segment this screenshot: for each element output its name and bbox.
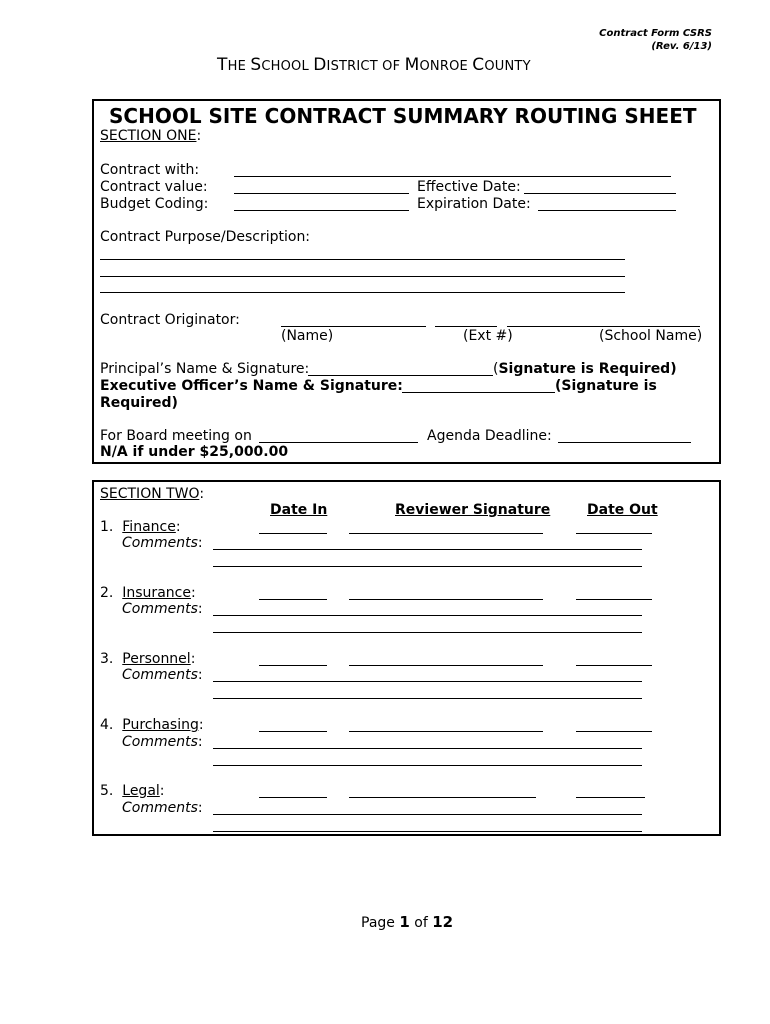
insurance-date-out[interactable] (576, 599, 652, 600)
effective-date-field[interactable] (524, 193, 676, 194)
exec-officer-label: Executive Officer’s Name & Signature: (100, 378, 403, 394)
budget-coding-field[interactable] (234, 210, 409, 211)
insurance-reviewer-signature[interactable] (349, 599, 543, 600)
col-date-out: Date Out (587, 502, 658, 518)
effective-date-label: Effective Date: (417, 179, 521, 195)
personnel-date-in[interactable] (259, 665, 327, 666)
agenda-deadline-field[interactable] (558, 442, 691, 443)
exec-required-note: (Signature is (555, 378, 657, 394)
section-two-label: SECTION TWO: (100, 486, 205, 502)
personnel-comments-line-2[interactable] (213, 698, 642, 699)
col-reviewer-signature: Reviewer Signature (395, 502, 551, 518)
purchasing-comments-line-1[interactable] (213, 748, 642, 749)
exec-required-note-cont: Required) (100, 395, 178, 411)
item-finance-label: 1. Finance: (100, 519, 181, 535)
purpose-line-2[interactable] (100, 276, 625, 277)
purchasing-date-in[interactable] (259, 731, 327, 732)
contract-value-label: Contract value: (100, 179, 208, 195)
originator-label: Contract Originator: (100, 312, 240, 328)
expiration-date-label: Expiration Date: (417, 196, 531, 212)
purchasing-comments-label: Comments: (122, 734, 203, 750)
item-personnel-label: 3. Personnel: (100, 651, 196, 667)
finance-reviewer-signature[interactable] (349, 533, 543, 534)
section-one-box (92, 99, 721, 464)
board-meeting-label: For Board meeting on (100, 428, 252, 444)
purpose-line-1[interactable] (100, 259, 625, 260)
agenda-deadline-label: Agenda Deadline: (427, 428, 552, 444)
expiration-date-field[interactable] (538, 210, 676, 211)
legal-comments-label: Comments: (122, 800, 203, 816)
contract-with-label: Contract with: (100, 162, 200, 178)
district-name: THE SCHOOL DISTRICT OF MONROE COUNTY (217, 55, 531, 75)
purpose-line-3[interactable] (100, 292, 625, 293)
exec-officer-signature-field[interactable] (402, 392, 555, 393)
item-insurance-label: 2. Insurance: (100, 585, 196, 601)
purchasing-reviewer-signature[interactable] (349, 731, 543, 732)
personnel-comments-line-1[interactable] (213, 681, 642, 682)
originator-name-field[interactable] (281, 326, 426, 327)
legal-comments-line-1[interactable] (213, 814, 642, 815)
purpose-label: Contract Purpose/Description: (100, 229, 311, 245)
purchasing-comments-line-2[interactable] (213, 765, 642, 766)
finance-comments-line-1[interactable] (213, 549, 642, 550)
insurance-comments-line-2[interactable] (213, 632, 642, 633)
item-legal-label: 5. Legal: (100, 783, 165, 799)
page-number: Page 1 of 12 (361, 913, 454, 931)
school-caption: (School Name) (599, 328, 703, 344)
na-note: N/A if under $25,000.00 (100, 444, 289, 460)
finance-date-out[interactable] (576, 533, 652, 534)
legal-reviewer-signature[interactable] (349, 797, 536, 798)
contract-value-field[interactable] (234, 193, 409, 194)
budget-coding-label: Budget Coding: (100, 196, 209, 212)
ext-caption: (Ext #) (463, 328, 513, 344)
insurance-comments-line-1[interactable] (213, 615, 642, 616)
board-meeting-field[interactable] (259, 442, 418, 443)
personnel-reviewer-signature[interactable] (349, 665, 543, 666)
finance-date-in[interactable] (259, 533, 327, 534)
originator-school-field[interactable] (507, 326, 700, 327)
item-purchasing-label: 4. Purchasing: (100, 717, 204, 733)
insurance-date-in[interactable] (259, 599, 327, 600)
contract-with-field[interactable] (234, 176, 671, 177)
finance-comments-label: Comments: (122, 535, 203, 551)
insurance-comments-label: Comments: (122, 601, 203, 617)
principal-label: Principal’s Name & Signature: (100, 361, 310, 377)
section-one-label: SECTION ONE: (100, 128, 202, 144)
col-date-in: Date In (270, 502, 328, 518)
legal-comments-line-2[interactable] (213, 831, 642, 832)
page-title: SCHOOL SITE CONTRACT SUMMARY ROUTING SHEET (109, 104, 697, 128)
originator-ext-field[interactable] (435, 326, 497, 327)
finance-comments-line-2[interactable] (213, 566, 642, 567)
principal-required-note: (Signature is Required) (493, 361, 677, 377)
personnel-comments-label: Comments: (122, 667, 203, 683)
legal-date-out[interactable] (576, 797, 645, 798)
personnel-date-out[interactable] (576, 665, 652, 666)
name-caption: (Name) (281, 328, 334, 344)
legal-date-in[interactable] (259, 797, 327, 798)
purchasing-date-out[interactable] (576, 731, 652, 732)
form-revision: (Rev. 6/13) (651, 41, 712, 52)
principal-signature-field[interactable] (308, 375, 493, 376)
form-id: Contract Form CSRS (599, 28, 712, 39)
